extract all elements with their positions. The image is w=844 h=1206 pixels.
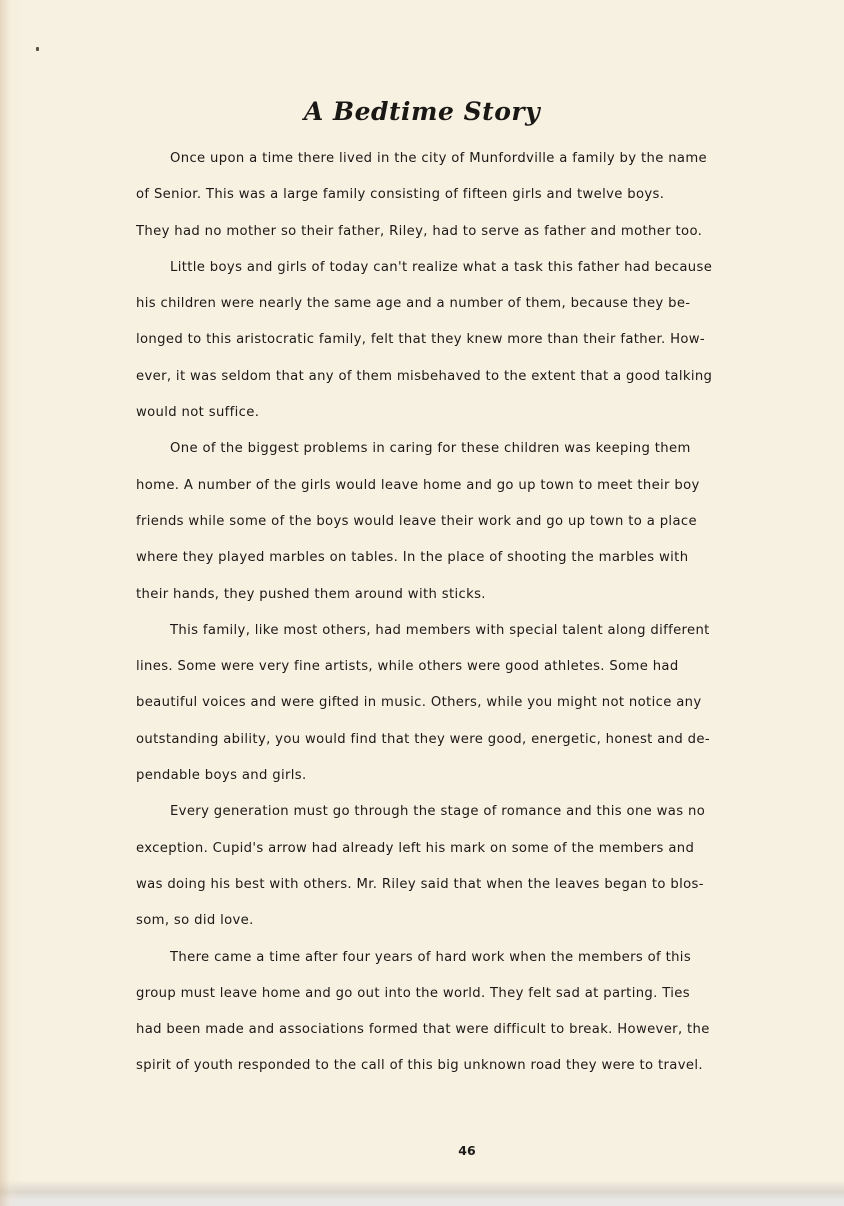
text-line: their hands, they pushed them around with sticks. <box>136 586 486 602</box>
text-line: exception. Cupid's arrow had already left his mark on some of the members and <box>136 840 695 856</box>
text-line: One of the biggest problems in caring for these children was keeping them <box>170 441 691 457</box>
text-line: had been made and associations formed that were difficult to break. However, the <box>136 1022 710 1038</box>
text-line: of Senior. This was a large family consisting of fifteen girls and twelve boys. <box>136 187 665 203</box>
text-line: group must leave home and go out into the world. They felt sad at parting. Ties <box>136 985 690 1001</box>
ink-speck <box>36 47 39 51</box>
text-line: Once upon a time there lived in the city of Munfordville a family by the name <box>170 151 708 166</box>
text-line: spirit of youth responded to the call of this big unknown road they were to travel. <box>136 1058 703 1074</box>
text-line: friends while some of the boys would leave their work and go up town to a place <box>136 513 697 529</box>
text-line: longed to this aristocratic family, felt that they knew more than their father. How- <box>136 332 706 348</box>
text-line: beautiful voices and were gifted in music. Others, while you might not notice any <box>136 695 702 711</box>
text-line: This family, like most others, had members with special talent along different <box>170 622 710 638</box>
text-line: Little boys and girls of today can't realize what a task this father had because <box>170 259 713 275</box>
text-line: was doing his best with others. Mr. Riley said that when the leaves began to blos- <box>136 876 704 892</box>
text-line: home. A number of the girls would leave home and go up town to meet their boy <box>136 477 700 493</box>
text-line: his children were nearly the same age and a number of them, because they be- <box>136 296 691 312</box>
text-line: pendable boys and girls. <box>136 768 307 784</box>
paragraph-2 <box>136 255 802 436</box>
paragraph-6 <box>136 945 802 1090</box>
text-line: There came a time after four years of hard work when the members of this <box>170 949 692 965</box>
page-title: A Bedtime Story <box>303 97 541 126</box>
text-line: outstanding ability, you would find that they were good, energetic, honest and de- <box>136 731 710 747</box>
text-line: They had no mother so their father, Riley, had to serve as father and mother too. <box>136 223 703 239</box>
text-line: ever, it was seldom that any of them misbehaved to the extent that a good talking <box>136 368 713 384</box>
paragraph-4 <box>136 618 802 799</box>
text-line: lines. Some were very fine artists, while others were good athletes. Some had <box>136 659 679 675</box>
text-line: som, so did love. <box>136 913 254 929</box>
text-line: would not suffice. <box>136 405 260 421</box>
page-number: 46 <box>458 1143 476 1158</box>
text-line: where they played marbles on tables. In the place of shooting the marbles with <box>136 550 689 566</box>
paragraph-5 <box>136 799 802 944</box>
paragraph-1 <box>136 146 802 255</box>
text-line: Every generation must go through the stage of romance and this one was no <box>170 804 706 820</box>
story-body <box>136 146 802 1090</box>
paragraph-3 <box>136 436 802 617</box>
